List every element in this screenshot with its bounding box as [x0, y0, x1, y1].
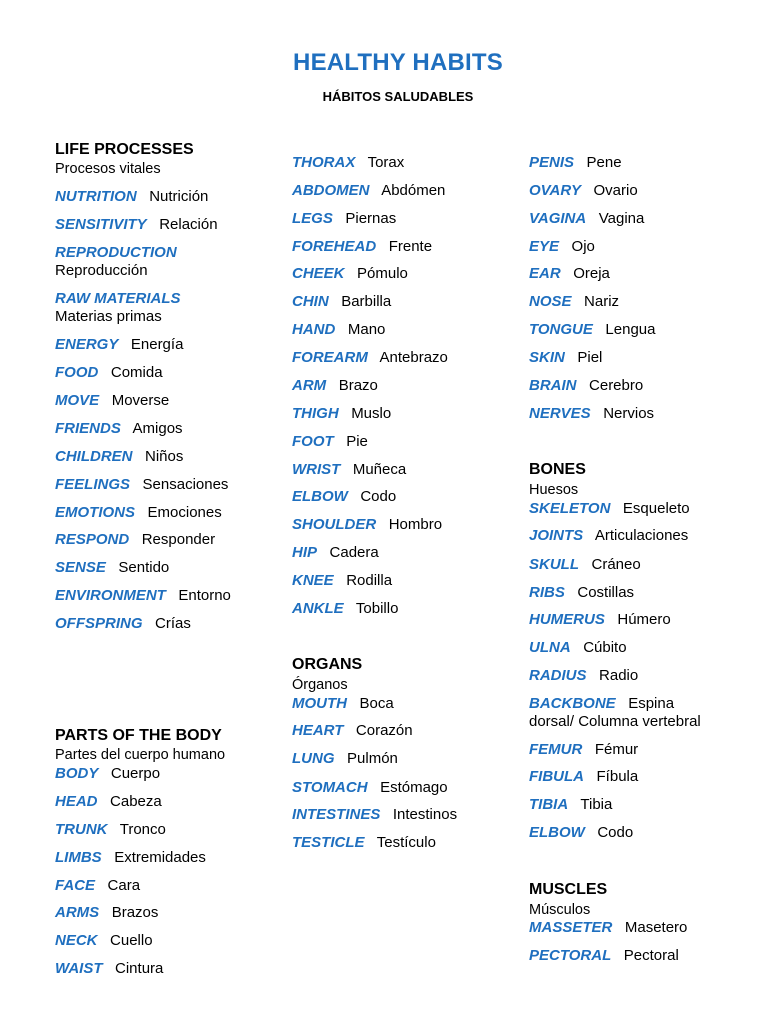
vocab-entry [292, 238, 432, 256]
spanish-translation: Nariz [584, 293, 620, 310]
vocab-entry [55, 793, 162, 811]
english-term: OFFSPRING [55, 615, 143, 632]
english-term: THORAX [292, 154, 356, 171]
spanish-translation: Fémur [594, 741, 639, 758]
english-term: EAR [529, 265, 561, 282]
english-term: ARMS [55, 904, 100, 921]
english-term: ANKLE [292, 600, 344, 617]
spanish-translation: Cráneo [591, 556, 641, 573]
vocab-entry [55, 877, 140, 895]
english-term: THIGH [292, 405, 339, 422]
vocab-entry [292, 405, 391, 423]
spanish-translation: Cuello [110, 932, 153, 949]
section-heading-muscles: MUSCLES [529, 881, 608, 898]
vocab-entry [55, 290, 181, 326]
vocab-entry [55, 188, 208, 206]
section-subheading-organs: Órganos [292, 677, 348, 693]
spanish-translation: Articulaciones [594, 527, 689, 544]
vocab-entry [529, 265, 610, 283]
vocab-entry [529, 556, 641, 574]
spanish-translation: Costillas [577, 584, 635, 601]
section-heading-bones: BONES [529, 461, 586, 478]
english-term: MOUTH [292, 695, 347, 712]
vocab-entry [292, 572, 392, 590]
spanish-translation: Espina [628, 695, 675, 712]
vocab-entry [55, 821, 166, 839]
english-term: CHIN [292, 293, 329, 310]
page-subtitle: HÁBITOS SALUDABLES [322, 89, 474, 104]
spanish-translation: Oreja [573, 265, 610, 282]
spanish-translation: Responder [141, 531, 216, 548]
vocab-entry [55, 960, 163, 978]
spanish-translation: Entorno [178, 587, 231, 604]
spanish-translation: Codo [360, 488, 397, 505]
english-term: HEAD [55, 793, 98, 810]
spanish-translation: Nervios [603, 405, 655, 422]
spanish-translation: Tibia [580, 796, 613, 813]
english-term: RAW MATERIALS [55, 290, 181, 307]
vocab-entry [529, 768, 638, 786]
english-term: SENSITIVITY [55, 216, 147, 233]
spanish-translation: Tronco [119, 821, 166, 838]
spanish-translation: Fíbula [596, 768, 639, 785]
vocab-entry [529, 741, 638, 759]
vocab-entry [529, 210, 644, 228]
spanish-translation: Mano [347, 321, 386, 338]
english-term: NECK [55, 932, 98, 949]
spanish-translation: Hombro [388, 516, 443, 533]
english-term: BACKBONE [529, 695, 616, 712]
vocab-entry [55, 476, 228, 494]
spanish-translation: Rodilla [346, 572, 393, 589]
english-term: FOREHEAD [292, 238, 377, 255]
vocab-entry [529, 667, 638, 685]
english-term: WRIST [292, 461, 341, 478]
vocab-entry [529, 182, 638, 200]
spanish-translation: Pulmón [347, 750, 398, 767]
english-term: FOOT [292, 433, 334, 450]
vocab-entry [55, 587, 231, 605]
english-term: SKELETON [529, 500, 611, 517]
vocab-entry [292, 377, 378, 395]
spanish-translation: Muñeca [352, 461, 407, 478]
section-heading-organs: ORGANS [292, 656, 363, 673]
spanish-translation: Pómulo [357, 265, 408, 282]
vocab-entry [292, 433, 368, 451]
english-term: FEMUR [529, 741, 583, 758]
english-term: EYE [529, 238, 560, 255]
spanish-translation: Muslo [351, 405, 392, 422]
english-term: SKIN [529, 349, 565, 366]
vocab-entry [529, 639, 627, 657]
spanish-translation: Abdómen [381, 182, 446, 199]
vocab-entry [292, 293, 391, 311]
vocab-entry [529, 611, 671, 629]
spanish-translation: Cintura [115, 960, 164, 977]
spanish-translation: Relación [159, 216, 218, 233]
english-term: HUMERUS [529, 611, 605, 628]
spanish-translation: Crías [155, 615, 191, 632]
spanish-translation: Emociones [147, 504, 222, 521]
english-term: ELBOW [529, 824, 585, 841]
english-term: VAGINA [529, 210, 587, 227]
english-term: ULNA [529, 639, 571, 656]
english-term: SKULL [529, 556, 579, 573]
spanish-translation: Pene [586, 154, 622, 171]
english-term: FOREARM [292, 349, 368, 366]
english-term: LEGS [292, 210, 333, 227]
english-term: KNEE [292, 572, 334, 589]
vocab-entry [292, 321, 385, 339]
english-term: CHEEK [292, 265, 345, 282]
spanish-translation: Cara [107, 877, 141, 894]
english-term: NERVES [529, 405, 591, 422]
vocab-entry [292, 806, 457, 824]
vocab-entry [529, 238, 595, 256]
section-subheading-life-processes: Procesos vitales [55, 161, 161, 177]
spanish-translation: Estómago [380, 779, 448, 796]
vocab-entry [529, 824, 633, 842]
vocab-entry [529, 947, 679, 965]
vocab-entry [529, 293, 619, 311]
spanish-translation: Radio [599, 667, 639, 684]
vocab-entry [529, 500, 690, 518]
vocab-entry [292, 461, 406, 479]
spanish-translation: Sensaciones [142, 476, 229, 493]
english-term: SHOULDER [292, 516, 377, 533]
spanish-translation: Ovario [593, 182, 638, 199]
vocab-entry [55, 336, 183, 354]
spanish-translation: Piernas [345, 210, 397, 227]
spanish-translation: Piel [577, 349, 603, 366]
vocab-entry [55, 765, 160, 783]
vocab-entry [55, 849, 206, 867]
english-term: WAIST [55, 960, 103, 977]
spanish-translation: Cuerpo [110, 765, 161, 782]
vocab-entry [55, 420, 183, 438]
vocab-entry [292, 722, 413, 740]
vocab-entry [529, 405, 654, 423]
section-heading-life-processes: LIFE PROCESSES [55, 141, 194, 158]
vocab-entry [55, 364, 163, 382]
spanish-translation: Materias primas [55, 308, 162, 325]
english-term: NUTRITION [55, 188, 137, 205]
english-term: PECTORAL [529, 947, 612, 964]
spanish-translation: Niños [145, 448, 184, 465]
english-term: STOMACH [292, 779, 368, 796]
english-term: CHILDREN [55, 448, 133, 465]
vocab-entry [292, 210, 396, 228]
vocab-entry [55, 932, 153, 950]
english-term: TESTICLE [292, 834, 365, 851]
vocab-entry [55, 904, 158, 922]
spanish-translation: Pectoral [623, 947, 679, 964]
vocab-entry [529, 695, 701, 731]
spanish-translation: Sentido [118, 559, 170, 576]
english-term: RADIUS [529, 667, 587, 684]
vocab-entry [55, 559, 169, 577]
english-term: ARM [292, 377, 327, 394]
english-term: INTESTINES [292, 806, 381, 823]
vocab-entry [292, 154, 404, 172]
spanish-translation: Húmero [617, 611, 671, 628]
english-term: SENSE [55, 559, 106, 576]
english-term: ENERGY [55, 336, 119, 353]
english-term: TIBIA [529, 796, 569, 813]
english-term: RESPOND [55, 531, 130, 548]
english-term: FRIENDS [55, 420, 121, 437]
english-term: REPRODUCTION [55, 244, 177, 261]
spanish-translation: Masetero [624, 919, 688, 936]
spanish-translation: Energía [130, 336, 184, 353]
spanish-translation: Vagina [598, 210, 645, 227]
english-term: FACE [55, 877, 96, 894]
vocab-entry [529, 527, 688, 545]
english-term: FOOD [55, 364, 99, 381]
vocab-entry [55, 531, 215, 549]
spanish-translation: Extremidades [114, 849, 206, 866]
english-term: MASSETER [529, 919, 613, 936]
vocab-entry [529, 154, 622, 172]
vocab-entry [292, 695, 394, 713]
spanish-translation: Lengua [605, 321, 656, 338]
vocab-entry [292, 779, 448, 797]
vocab-entry [55, 244, 177, 280]
spanish-translation: Boca [359, 695, 394, 712]
english-term: LIMBS [55, 849, 102, 866]
spanish-translation: Esqueleto [622, 500, 690, 517]
english-term: FIBULA [529, 768, 584, 785]
vocab-entry [55, 392, 169, 410]
english-term: ENVIRONMENT [55, 587, 166, 604]
spanish-translation-continued: dorsal/ Columna vertebral [529, 713, 701, 730]
vocab-entry [529, 321, 655, 339]
vocab-entry [292, 488, 396, 506]
english-term: EMOTIONS [55, 504, 136, 521]
english-term: FEELINGS [55, 476, 131, 493]
page-title: HEALTHY HABITS [293, 49, 503, 76]
vocab-entry [55, 615, 191, 633]
english-term: OVARY [529, 182, 581, 199]
english-term: NOSE [529, 293, 572, 310]
spanish-translation: Brazo [338, 377, 378, 394]
spanish-translation: Codo [597, 824, 634, 841]
vocab-entry [55, 504, 222, 522]
section-heading-parts-of-body: PARTS OF THE BODY [55, 727, 222, 744]
english-term: BRAIN [529, 377, 577, 394]
english-term: BODY [55, 765, 99, 782]
section-subheading-bones: Huesos [529, 482, 579, 498]
english-term: LUNG [292, 750, 335, 767]
spanish-translation: Nutrición [149, 188, 209, 205]
spanish-translation: Torax [367, 154, 405, 171]
english-term: HAND [292, 321, 336, 338]
english-term: PENIS [529, 154, 575, 171]
vocab-entry [529, 919, 687, 937]
spanish-translation: Cabeza [110, 793, 162, 810]
section-subheading-parts-of-body: Partes del cuerpo humano [55, 747, 226, 763]
english-term: ABDOMEN [292, 182, 370, 199]
spanish-translation: Cerebro [589, 377, 644, 394]
vocab-entry [292, 750, 398, 768]
vocab-entry [292, 834, 436, 852]
vocab-entry [292, 182, 445, 200]
spanish-translation: Amigos [132, 420, 183, 437]
section-subheading-muscles: Músculos [529, 902, 591, 918]
english-term: TRUNK [55, 821, 108, 838]
spanish-translation: Cadera [329, 544, 379, 561]
spanish-translation: Pie [346, 433, 368, 450]
vocab-entry [55, 448, 183, 466]
vocab-entry [529, 584, 634, 602]
english-term: HEART [292, 722, 344, 739]
spanish-translation: Tobillo [355, 600, 399, 617]
vocab-entry [529, 796, 612, 814]
english-term: ELBOW [292, 488, 348, 505]
english-term: TONGUE [529, 321, 593, 338]
english-term: HIP [292, 544, 318, 561]
vocab-entry [529, 349, 602, 367]
spanish-translation: Comida [110, 364, 163, 381]
spanish-translation: Frente [388, 238, 433, 255]
english-term: JOINTS [529, 527, 584, 544]
spanish-translation: Cúbito [583, 639, 627, 656]
spanish-translation: Moverse [111, 392, 170, 409]
spanish-translation: Intestinos [392, 806, 458, 823]
vocab-entry [529, 377, 643, 395]
english-term: RIBS [529, 584, 565, 601]
english-term: MOVE [55, 392, 100, 409]
vocab-entry [292, 600, 398, 618]
vocab-entry [292, 544, 379, 562]
spanish-translation: Reproducción [55, 262, 148, 279]
spanish-translation: Ojo [571, 238, 595, 255]
vocab-entry [55, 216, 218, 234]
spanish-translation: Brazos [111, 904, 159, 921]
spanish-translation: Antebrazo [379, 349, 448, 366]
vocab-entry [292, 265, 408, 283]
spanish-translation: Testículo [376, 834, 436, 851]
vocab-entry [292, 516, 442, 534]
spanish-translation: Corazón [355, 722, 413, 739]
spanish-translation: Barbilla [341, 293, 392, 310]
vocab-entry [292, 349, 448, 367]
